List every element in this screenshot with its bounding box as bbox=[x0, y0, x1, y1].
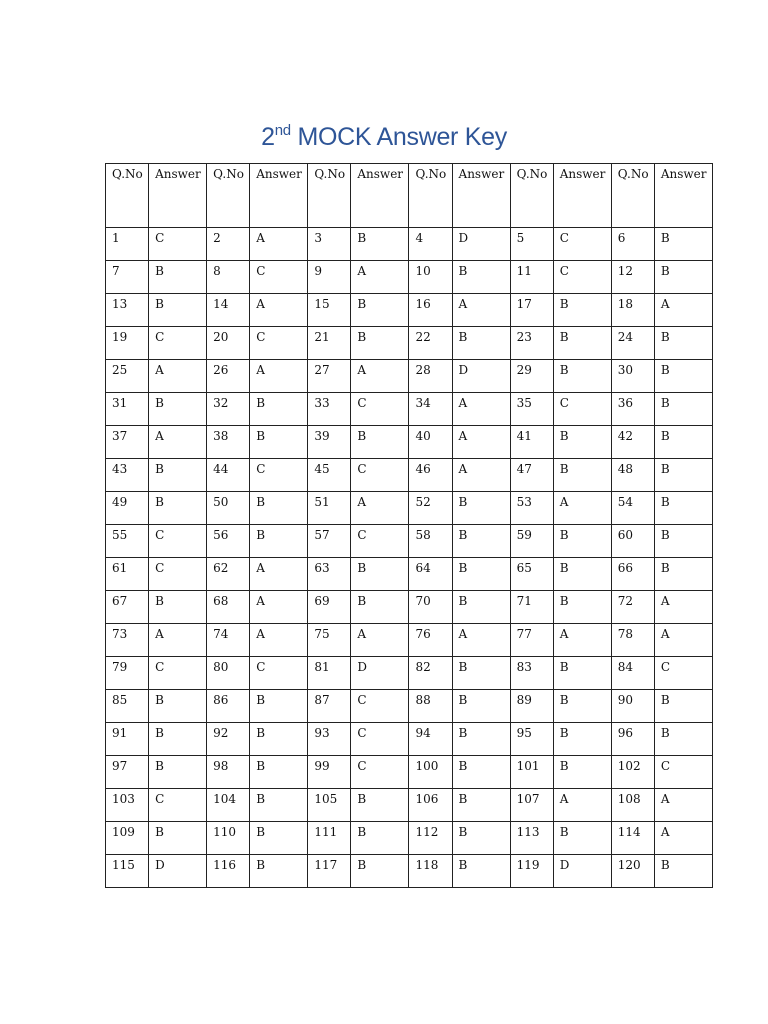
answer-cell: B bbox=[654, 690, 712, 723]
answer-cell: D bbox=[452, 360, 510, 393]
answer-cell: C bbox=[250, 261, 308, 294]
question-number-cell: 62 bbox=[207, 558, 250, 591]
answer-cell: B bbox=[149, 822, 207, 855]
table-row bbox=[106, 591, 713, 624]
answer-cell: A bbox=[250, 558, 308, 591]
answer-cell: A bbox=[351, 624, 409, 657]
question-number-cell: 32 bbox=[207, 393, 250, 426]
answer-cell: B bbox=[654, 855, 712, 888]
answer-cell: C bbox=[553, 228, 611, 261]
question-number-cell: 28 bbox=[409, 360, 452, 393]
question-number-cell: 53 bbox=[510, 492, 553, 525]
question-number-cell: 34 bbox=[409, 393, 452, 426]
question-number-cell: 15 bbox=[308, 294, 351, 327]
answer-cell: B bbox=[351, 591, 409, 624]
answer-cell: B bbox=[149, 294, 207, 327]
answer-cell: B bbox=[452, 525, 510, 558]
answer-cell: B bbox=[452, 657, 510, 690]
question-number-cell: 77 bbox=[510, 624, 553, 657]
header-answer: Answer bbox=[452, 164, 510, 228]
table-row bbox=[106, 492, 713, 525]
question-number-cell: 42 bbox=[611, 426, 654, 459]
question-number-cell: 120 bbox=[611, 855, 654, 888]
question-number-cell: 3 bbox=[308, 228, 351, 261]
question-number-cell: 119 bbox=[510, 855, 553, 888]
question-number-cell: 109 bbox=[106, 822, 149, 855]
answer-cell: B bbox=[250, 426, 308, 459]
question-number-cell: 56 bbox=[207, 525, 250, 558]
answer-cell: A bbox=[452, 426, 510, 459]
answer-cell: A bbox=[553, 492, 611, 525]
table-body bbox=[106, 228, 713, 888]
question-number-cell: 107 bbox=[510, 789, 553, 822]
answer-cell: B bbox=[452, 756, 510, 789]
answer-cell: B bbox=[553, 723, 611, 756]
answer-cell: B bbox=[553, 459, 611, 492]
question-number-cell: 83 bbox=[510, 657, 553, 690]
answer-cell: A bbox=[250, 228, 308, 261]
answer-cell: B bbox=[553, 426, 611, 459]
question-number-cell: 65 bbox=[510, 558, 553, 591]
question-number-cell: 110 bbox=[207, 822, 250, 855]
table-row bbox=[106, 360, 713, 393]
answer-cell: C bbox=[351, 525, 409, 558]
answer-cell: B bbox=[351, 558, 409, 591]
question-number-cell: 101 bbox=[510, 756, 553, 789]
answer-cell: B bbox=[452, 789, 510, 822]
answer-cell: B bbox=[250, 525, 308, 558]
answer-cell: B bbox=[452, 558, 510, 591]
header-answer: Answer bbox=[351, 164, 409, 228]
answer-cell: A bbox=[351, 261, 409, 294]
question-number-cell: 89 bbox=[510, 690, 553, 723]
question-number-cell: 4 bbox=[409, 228, 452, 261]
question-number-cell: 92 bbox=[207, 723, 250, 756]
question-number-cell: 115 bbox=[106, 855, 149, 888]
question-number-cell: 84 bbox=[611, 657, 654, 690]
question-number-cell: 13 bbox=[106, 294, 149, 327]
table-row bbox=[106, 690, 713, 723]
question-number-cell: 49 bbox=[106, 492, 149, 525]
question-number-cell: 114 bbox=[611, 822, 654, 855]
question-number-cell: 71 bbox=[510, 591, 553, 624]
header-qno: Q.No bbox=[611, 164, 654, 228]
answer-cell: B bbox=[654, 393, 712, 426]
table-row bbox=[106, 393, 713, 426]
answer-cell: A bbox=[654, 789, 712, 822]
table-row bbox=[106, 789, 713, 822]
answer-cell: B bbox=[250, 789, 308, 822]
question-number-cell: 78 bbox=[611, 624, 654, 657]
question-number-cell: 87 bbox=[308, 690, 351, 723]
answer-cell: C bbox=[250, 459, 308, 492]
header-answer: Answer bbox=[654, 164, 712, 228]
question-number-cell: 21 bbox=[308, 327, 351, 360]
answer-cell: C bbox=[149, 789, 207, 822]
answer-cell: B bbox=[250, 756, 308, 789]
header-qno: Q.No bbox=[308, 164, 351, 228]
header-answer: Answer bbox=[250, 164, 308, 228]
answer-cell: B bbox=[351, 822, 409, 855]
question-number-cell: 33 bbox=[308, 393, 351, 426]
table-row bbox=[106, 657, 713, 690]
answer-cell: A bbox=[250, 624, 308, 657]
answer-cell: B bbox=[250, 723, 308, 756]
question-number-cell: 102 bbox=[611, 756, 654, 789]
answer-cell: B bbox=[149, 393, 207, 426]
answer-cell: B bbox=[250, 492, 308, 525]
question-number-cell: 2 bbox=[207, 228, 250, 261]
question-number-cell: 51 bbox=[308, 492, 351, 525]
answer-cell: C bbox=[553, 261, 611, 294]
question-number-cell: 74 bbox=[207, 624, 250, 657]
question-number-cell: 35 bbox=[510, 393, 553, 426]
question-number-cell: 91 bbox=[106, 723, 149, 756]
answer-cell: A bbox=[452, 624, 510, 657]
header-qno: Q.No bbox=[409, 164, 452, 228]
header-answer: Answer bbox=[553, 164, 611, 228]
answer-cell: A bbox=[553, 624, 611, 657]
question-number-cell: 7 bbox=[106, 261, 149, 294]
answer-cell: B bbox=[250, 855, 308, 888]
question-number-cell: 57 bbox=[308, 525, 351, 558]
question-number-cell: 31 bbox=[106, 393, 149, 426]
question-number-cell: 26 bbox=[207, 360, 250, 393]
answer-cell: C bbox=[149, 228, 207, 261]
question-number-cell: 98 bbox=[207, 756, 250, 789]
answer-cell: B bbox=[654, 261, 712, 294]
header-qno: Q.No bbox=[207, 164, 250, 228]
answer-cell: B bbox=[452, 261, 510, 294]
question-number-cell: 37 bbox=[106, 426, 149, 459]
answer-cell: B bbox=[452, 822, 510, 855]
answer-cell: B bbox=[654, 228, 712, 261]
table-row bbox=[106, 228, 713, 261]
question-number-cell: 46 bbox=[409, 459, 452, 492]
table-row bbox=[106, 723, 713, 756]
question-number-cell: 97 bbox=[106, 756, 149, 789]
answer-cell: A bbox=[250, 591, 308, 624]
answer-cell: B bbox=[654, 327, 712, 360]
answer-cell: B bbox=[149, 459, 207, 492]
answer-cell: B bbox=[250, 822, 308, 855]
answer-cell: A bbox=[452, 393, 510, 426]
header-row bbox=[106, 164, 713, 228]
question-number-cell: 112 bbox=[409, 822, 452, 855]
answer-cell: C bbox=[250, 327, 308, 360]
title-number: 2 bbox=[261, 123, 275, 151]
header-qno: Q.No bbox=[510, 164, 553, 228]
question-number-cell: 93 bbox=[308, 723, 351, 756]
answer-cell: A bbox=[654, 591, 712, 624]
question-number-cell: 39 bbox=[308, 426, 351, 459]
answer-cell: D bbox=[452, 228, 510, 261]
question-number-cell: 29 bbox=[510, 360, 553, 393]
question-number-cell: 99 bbox=[308, 756, 351, 789]
table-row bbox=[106, 624, 713, 657]
answer-cell: B bbox=[149, 756, 207, 789]
table-row bbox=[106, 558, 713, 591]
question-number-cell: 90 bbox=[611, 690, 654, 723]
question-number-cell: 105 bbox=[308, 789, 351, 822]
table-row bbox=[106, 855, 713, 888]
answer-cell: B bbox=[149, 591, 207, 624]
answer-cell: C bbox=[351, 459, 409, 492]
question-number-cell: 63 bbox=[308, 558, 351, 591]
answer-cell: C bbox=[149, 327, 207, 360]
question-number-cell: 67 bbox=[106, 591, 149, 624]
answer-cell: A bbox=[654, 294, 712, 327]
answer-cell: B bbox=[351, 789, 409, 822]
question-number-cell: 50 bbox=[207, 492, 250, 525]
question-number-cell: 22 bbox=[409, 327, 452, 360]
answer-cell: A bbox=[250, 294, 308, 327]
answer-cell: B bbox=[149, 690, 207, 723]
question-number-cell: 117 bbox=[308, 855, 351, 888]
question-number-cell: 68 bbox=[207, 591, 250, 624]
question-number-cell: 100 bbox=[409, 756, 452, 789]
question-number-cell: 73 bbox=[106, 624, 149, 657]
question-number-cell: 64 bbox=[409, 558, 452, 591]
question-number-cell: 30 bbox=[611, 360, 654, 393]
answer-cell: B bbox=[654, 525, 712, 558]
question-number-cell: 1 bbox=[106, 228, 149, 261]
question-number-cell: 17 bbox=[510, 294, 553, 327]
question-number-cell: 104 bbox=[207, 789, 250, 822]
answer-cell: B bbox=[452, 690, 510, 723]
answer-cell: B bbox=[553, 327, 611, 360]
question-number-cell: 36 bbox=[611, 393, 654, 426]
page-title bbox=[0, 122, 768, 152]
question-number-cell: 27 bbox=[308, 360, 351, 393]
table-row bbox=[106, 294, 713, 327]
header-answer: Answer bbox=[149, 164, 207, 228]
question-number-cell: 108 bbox=[611, 789, 654, 822]
answer-cell: A bbox=[654, 624, 712, 657]
answer-cell: B bbox=[654, 723, 712, 756]
question-number-cell: 8 bbox=[207, 261, 250, 294]
question-number-cell: 44 bbox=[207, 459, 250, 492]
answer-cell: B bbox=[351, 327, 409, 360]
question-number-cell: 80 bbox=[207, 657, 250, 690]
table-row bbox=[106, 756, 713, 789]
table-row bbox=[106, 426, 713, 459]
question-number-cell: 118 bbox=[409, 855, 452, 888]
answer-cell: B bbox=[250, 393, 308, 426]
answer-cell: B bbox=[553, 756, 611, 789]
answer-cell: A bbox=[351, 492, 409, 525]
answer-cell: B bbox=[654, 459, 712, 492]
question-number-cell: 60 bbox=[611, 525, 654, 558]
question-number-cell: 81 bbox=[308, 657, 351, 690]
answer-cell: B bbox=[654, 558, 712, 591]
question-number-cell: 58 bbox=[409, 525, 452, 558]
answer-cell: C bbox=[250, 657, 308, 690]
question-number-cell: 59 bbox=[510, 525, 553, 558]
title-text: MOCK Answer Key bbox=[297, 123, 507, 151]
question-number-cell: 23 bbox=[510, 327, 553, 360]
question-number-cell: 5 bbox=[510, 228, 553, 261]
answer-cell: A bbox=[149, 360, 207, 393]
answer-cell: B bbox=[452, 327, 510, 360]
answer-cell: B bbox=[452, 492, 510, 525]
answer-cell: B bbox=[553, 360, 611, 393]
question-number-cell: 70 bbox=[409, 591, 452, 624]
question-number-cell: 95 bbox=[510, 723, 553, 756]
answer-cell: A bbox=[149, 426, 207, 459]
question-number-cell: 10 bbox=[409, 261, 452, 294]
question-number-cell: 85 bbox=[106, 690, 149, 723]
answer-cell: C bbox=[351, 393, 409, 426]
question-number-cell: 55 bbox=[106, 525, 149, 558]
question-number-cell: 106 bbox=[409, 789, 452, 822]
question-number-cell: 76 bbox=[409, 624, 452, 657]
question-number-cell: 69 bbox=[308, 591, 351, 624]
question-number-cell: 12 bbox=[611, 261, 654, 294]
question-number-cell: 40 bbox=[409, 426, 452, 459]
answer-cell: B bbox=[553, 822, 611, 855]
question-number-cell: 82 bbox=[409, 657, 452, 690]
answer-cell: C bbox=[149, 525, 207, 558]
question-number-cell: 96 bbox=[611, 723, 654, 756]
answer-cell: A bbox=[452, 294, 510, 327]
answer-cell: C bbox=[654, 657, 712, 690]
answer-cell: B bbox=[654, 426, 712, 459]
answer-cell: B bbox=[654, 492, 712, 525]
answer-cell: B bbox=[553, 591, 611, 624]
answer-cell: A bbox=[452, 459, 510, 492]
answer-key-table bbox=[105, 163, 713, 888]
answer-cell: B bbox=[654, 360, 712, 393]
question-number-cell: 86 bbox=[207, 690, 250, 723]
question-number-cell: 52 bbox=[409, 492, 452, 525]
answer-cell: A bbox=[351, 360, 409, 393]
question-number-cell: 19 bbox=[106, 327, 149, 360]
answer-cell: B bbox=[351, 228, 409, 261]
question-number-cell: 38 bbox=[207, 426, 250, 459]
question-number-cell: 45 bbox=[308, 459, 351, 492]
answer-cell: B bbox=[553, 558, 611, 591]
question-number-cell: 20 bbox=[207, 327, 250, 360]
question-number-cell: 47 bbox=[510, 459, 553, 492]
answer-cell: C bbox=[149, 657, 207, 690]
question-number-cell: 79 bbox=[106, 657, 149, 690]
answer-cell: C bbox=[351, 690, 409, 723]
table-row bbox=[106, 459, 713, 492]
answer-cell: B bbox=[351, 855, 409, 888]
answer-cell: B bbox=[553, 525, 611, 558]
question-number-cell: 43 bbox=[106, 459, 149, 492]
answer-cell: B bbox=[149, 492, 207, 525]
question-number-cell: 61 bbox=[106, 558, 149, 591]
question-number-cell: 6 bbox=[611, 228, 654, 261]
answer-cell: B bbox=[553, 294, 611, 327]
answer-cell: A bbox=[149, 624, 207, 657]
question-number-cell: 66 bbox=[611, 558, 654, 591]
question-number-cell: 24 bbox=[611, 327, 654, 360]
question-number-cell: 88 bbox=[409, 690, 452, 723]
answer-cell: B bbox=[351, 426, 409, 459]
question-number-cell: 75 bbox=[308, 624, 351, 657]
table-row bbox=[106, 822, 713, 855]
answer-cell: B bbox=[351, 294, 409, 327]
table-row bbox=[106, 525, 713, 558]
question-number-cell: 14 bbox=[207, 294, 250, 327]
question-number-cell: 116 bbox=[207, 855, 250, 888]
question-number-cell: 16 bbox=[409, 294, 452, 327]
question-number-cell: 18 bbox=[611, 294, 654, 327]
answer-cell: D bbox=[553, 855, 611, 888]
answer-cell: D bbox=[149, 855, 207, 888]
question-number-cell: 113 bbox=[510, 822, 553, 855]
answer-cell: B bbox=[149, 723, 207, 756]
answer-cell: C bbox=[351, 723, 409, 756]
question-number-cell: 48 bbox=[611, 459, 654, 492]
answer-cell: B bbox=[553, 657, 611, 690]
answer-cell: A bbox=[250, 360, 308, 393]
answer-cell: B bbox=[553, 690, 611, 723]
answer-cell: A bbox=[553, 789, 611, 822]
question-number-cell: 94 bbox=[409, 723, 452, 756]
title-ordinal-suffix: nd bbox=[274, 122, 291, 139]
question-number-cell: 72 bbox=[611, 591, 654, 624]
answer-cell: D bbox=[351, 657, 409, 690]
question-number-cell: 11 bbox=[510, 261, 553, 294]
answer-cell: C bbox=[149, 558, 207, 591]
answer-cell: A bbox=[654, 822, 712, 855]
table-header bbox=[106, 164, 713, 228]
table-row bbox=[106, 261, 713, 294]
question-number-cell: 41 bbox=[510, 426, 553, 459]
answer-cell: B bbox=[250, 690, 308, 723]
answer-cell: B bbox=[149, 261, 207, 294]
table-row bbox=[106, 327, 713, 360]
question-number-cell: 9 bbox=[308, 261, 351, 294]
question-number-cell: 54 bbox=[611, 492, 654, 525]
header-qno: Q.No bbox=[106, 164, 149, 228]
question-number-cell: 103 bbox=[106, 789, 149, 822]
answer-cell: B bbox=[452, 855, 510, 888]
answer-cell: B bbox=[452, 723, 510, 756]
question-number-cell: 111 bbox=[308, 822, 351, 855]
answer-cell: B bbox=[452, 591, 510, 624]
answer-cell: C bbox=[553, 393, 611, 426]
answer-cell: C bbox=[351, 756, 409, 789]
question-number-cell: 25 bbox=[106, 360, 149, 393]
answer-cell: C bbox=[654, 756, 712, 789]
